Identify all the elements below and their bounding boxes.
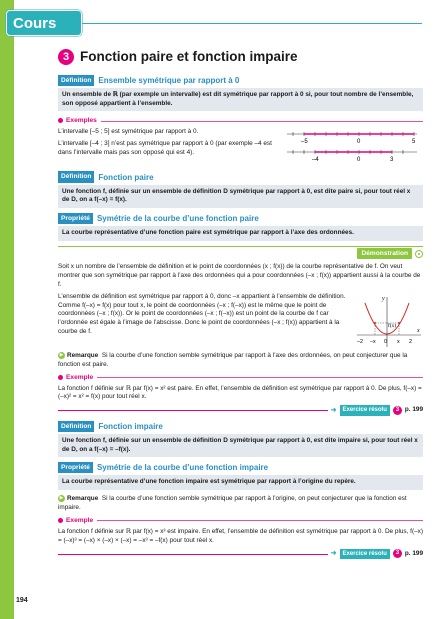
example-rule [97,377,423,378]
example-interval-1: L’intervalle [–5 ; 5] est symétrique par rapport à 0. [58,128,199,136]
examples-block [58,128,423,164]
definition-tag: Définition [58,171,94,182]
property-tag: Propriété [58,462,93,473]
exercise-number: 3 [393,406,402,415]
bullet-icon [58,375,63,380]
fx-label: f(x) [388,322,397,329]
target-icon [415,250,423,258]
tick-label: 3 [390,157,394,164]
exercise-number: 3 [393,549,402,558]
definition-title: Fonction impaire [98,421,163,431]
examples-rule [101,121,423,122]
property-box: La courbe représentative d’une fonction paire est symétrique par rapport à l’axe des ordonnées. [58,226,423,241]
example-interval-2: L’intervalle [–4 ; 3] n’est pas symétrique par rapport à 0 (par exemple –4 est dans l’intervalle mais pas son opposé qui est 4). [58,140,272,157]
x-label: x [417,327,420,334]
property-tag: Propriété [58,213,93,224]
header-rule [82,23,422,24]
exercise-page: p. 199 [404,549,423,557]
examples-label: Exemples [66,117,97,125]
parabola-graph [353,293,423,349]
definition-box: Une fonction f, définie sur un ensemble de définition D symétrique par rapport à 0, est dite paire si, pour tout réel x de D, on a f(–x) = f(x). [58,185,423,209]
bullet-icon [58,118,63,123]
exercise-page: p. 199 [404,406,423,414]
exercise-link[interactable] [58,549,423,559]
example-label: Exemple [66,517,94,525]
left-sidebar-band [0,0,14,619]
exercise-tag: Exercice résolu [340,405,390,415]
property-box: La courbe représentative d’une fonction impaire est symétrique par rapport à l’origine du repère. [58,475,423,490]
exercise-tag: Exercice résolu [340,549,390,559]
page-number: 194 [16,597,28,604]
remark-odd [58,495,423,513]
y-label: y [382,295,385,302]
definition-box: Un ensemble de ℝ (par exemple un intervalle) est dit symétrique par rapport à 0 si, pour tout nombre de l’ensemble, son opposé appartient à l’ensemble. [58,88,423,112]
remark-label: Remarque [67,495,99,503]
example-header [58,373,423,382]
section-title: Fonction paire et fonction impaire [80,49,298,64]
point-neg [374,322,376,324]
definition-header-even [58,171,423,182]
property-header-even [58,213,423,224]
definition-tag: Définition [58,75,94,86]
tick-label: 0 [357,157,361,164]
property-title: Symétrie de la courbe d’une fonction paire [96,214,259,224]
arrow-right-icon: ➜ [330,406,337,414]
demonstration-tag: Démonstration [357,248,412,259]
number-lines-figure [283,128,423,164]
section-header [58,48,423,67]
definition-tag: Définition [58,421,94,432]
example-rule [97,520,423,521]
tick-label: –x [370,338,376,345]
arrow-right-icon: ▶ [59,495,64,502]
tick-label: x [397,338,400,345]
tick-label: –2 [357,338,363,345]
examples-header [58,116,423,125]
tick-label: 0 [384,338,387,345]
tick-label: –5 [301,139,308,146]
remark-label: Remarque [67,351,99,359]
definition-title: Fonction paire [98,172,154,182]
definition-header-symmetric-set [58,75,423,86]
exercise-rule [58,554,328,555]
demonstration-block [58,293,423,349]
arrow-right-icon: ▶ [59,351,64,358]
tick-label: 2 [409,338,412,345]
example-odd-text: La fonction f définie sur ℝ par f(x) = x³ est impaire. En effet, l’ensemble de définition est symétrique par rapport à 0. De plus, f(–x) = (–x)³ = (–x) × (–x) × (–x) = –x³ = –f(x) pour tout réel x. [58,528,423,545]
tick-label: 5 [412,139,416,146]
examples-text [58,128,273,164]
example-even-text: La fonction f définie sur ℝ par f(x) = x² est paire. En effet, l’ensemble de définition est symétrique par rapport à 0. De plus, f(–x) = (–x)² = x² = f(x) pour tout réel x. [58,384,422,401]
remark-text: Si la courbe d’une fonction semble symétrique par rapport à l’origine, on peut conjecturer que la fonction est impaire. [58,495,407,512]
demonstration-bar [58,246,423,259]
section-number: 3 [58,49,74,65]
remark-even [58,352,423,370]
demonstration-paragraph-1: Soit x un nombre de l’ensemble de définition et le point de coordonnées (x ; f(x)) de la courbe représentative de f. On veut montrer que son symétrique par rapport à l’axe des ordonnées qui a pour coordonnées (–x ; f(x)) appartient aussi à la courbe de f. [58,263,421,288]
cours-tab: Cours [6,10,82,36]
tick-label: 0 [357,139,361,146]
definition-box: Une fonction f, définie sur un ensemble de définition D symétrique par rapport à 0, est dite impaire si, pour tout réel x de D, on a f(–x) = –f(x). [58,434,423,458]
property-title: Symétrie de la courbe d’une fonction impaire [96,463,269,473]
demonstration-paragraph-2: L’ensemble de définition est symétrique par rapport à 0, donc –x appartient à l’ensemble de définition. Comme f(–x) = f(x) pour tout x, le point de coordonnées (–x ; f(–x)) est le même que le point de coordonnées (–x ; f(x)). Or le point de coordonnées (–x ; f(–x)) est un point de la courbe de f car l’ordonnée est égale à l’image de l’abscisse. Donc le point de coordonnées (–x ; f(x)) appartient à la courbe de f. [58,292,346,336]
exercise-link[interactable] [58,405,423,415]
arrow-right-icon: ➜ [330,550,337,558]
example-header [58,516,423,525]
point-pos [398,322,400,324]
property-header-odd [58,462,423,473]
exercise-rule [58,410,328,411]
page-content [58,48,423,564]
definition-title: Ensemble symétrique par rapport à 0 [98,75,240,85]
bullet-icon [58,518,63,523]
example-label: Exemple [66,373,94,381]
remark-text: Si la courbe d’une fonction semble symétrique par rapport à l’axe des ordonnées, on peut conjecturer que la fonction est paire. [58,351,408,368]
definition-header-odd [58,421,423,432]
tick-label: –4 [312,157,319,164]
